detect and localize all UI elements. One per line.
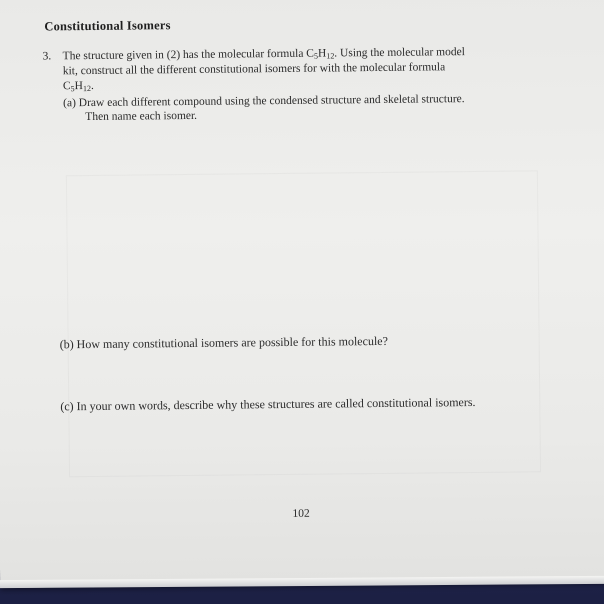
part-a-line-1: (a) Draw each different compound using the condensed structure and skeletal structure. bbox=[63, 93, 465, 110]
section-heading: Constitutional Isomers bbox=[44, 18, 171, 34]
page-number: 102 bbox=[292, 507, 310, 520]
question-line-2: kit, construct all the different constitutional isomers for with the molecular formula bbox=[62, 61, 446, 78]
part-c-question: (c) In your own words, describe why these structures are called constitutional isomers. bbox=[60, 394, 476, 414]
part-b-question: (b) How many constitutional isomers are possible for this molecule? bbox=[59, 333, 388, 352]
show-through-grid bbox=[66, 170, 541, 477]
question-number: 3. bbox=[42, 50, 52, 63]
question-line-3: $C_5H_{12}$. bbox=[62, 79, 94, 94]
question-line-1: The structure given in (2) has the molecular formula $C_5H_{12}$. Using the molecular model bbox=[62, 46, 465, 63]
part-a-line-2: Then name each isomer. bbox=[85, 109, 198, 124]
